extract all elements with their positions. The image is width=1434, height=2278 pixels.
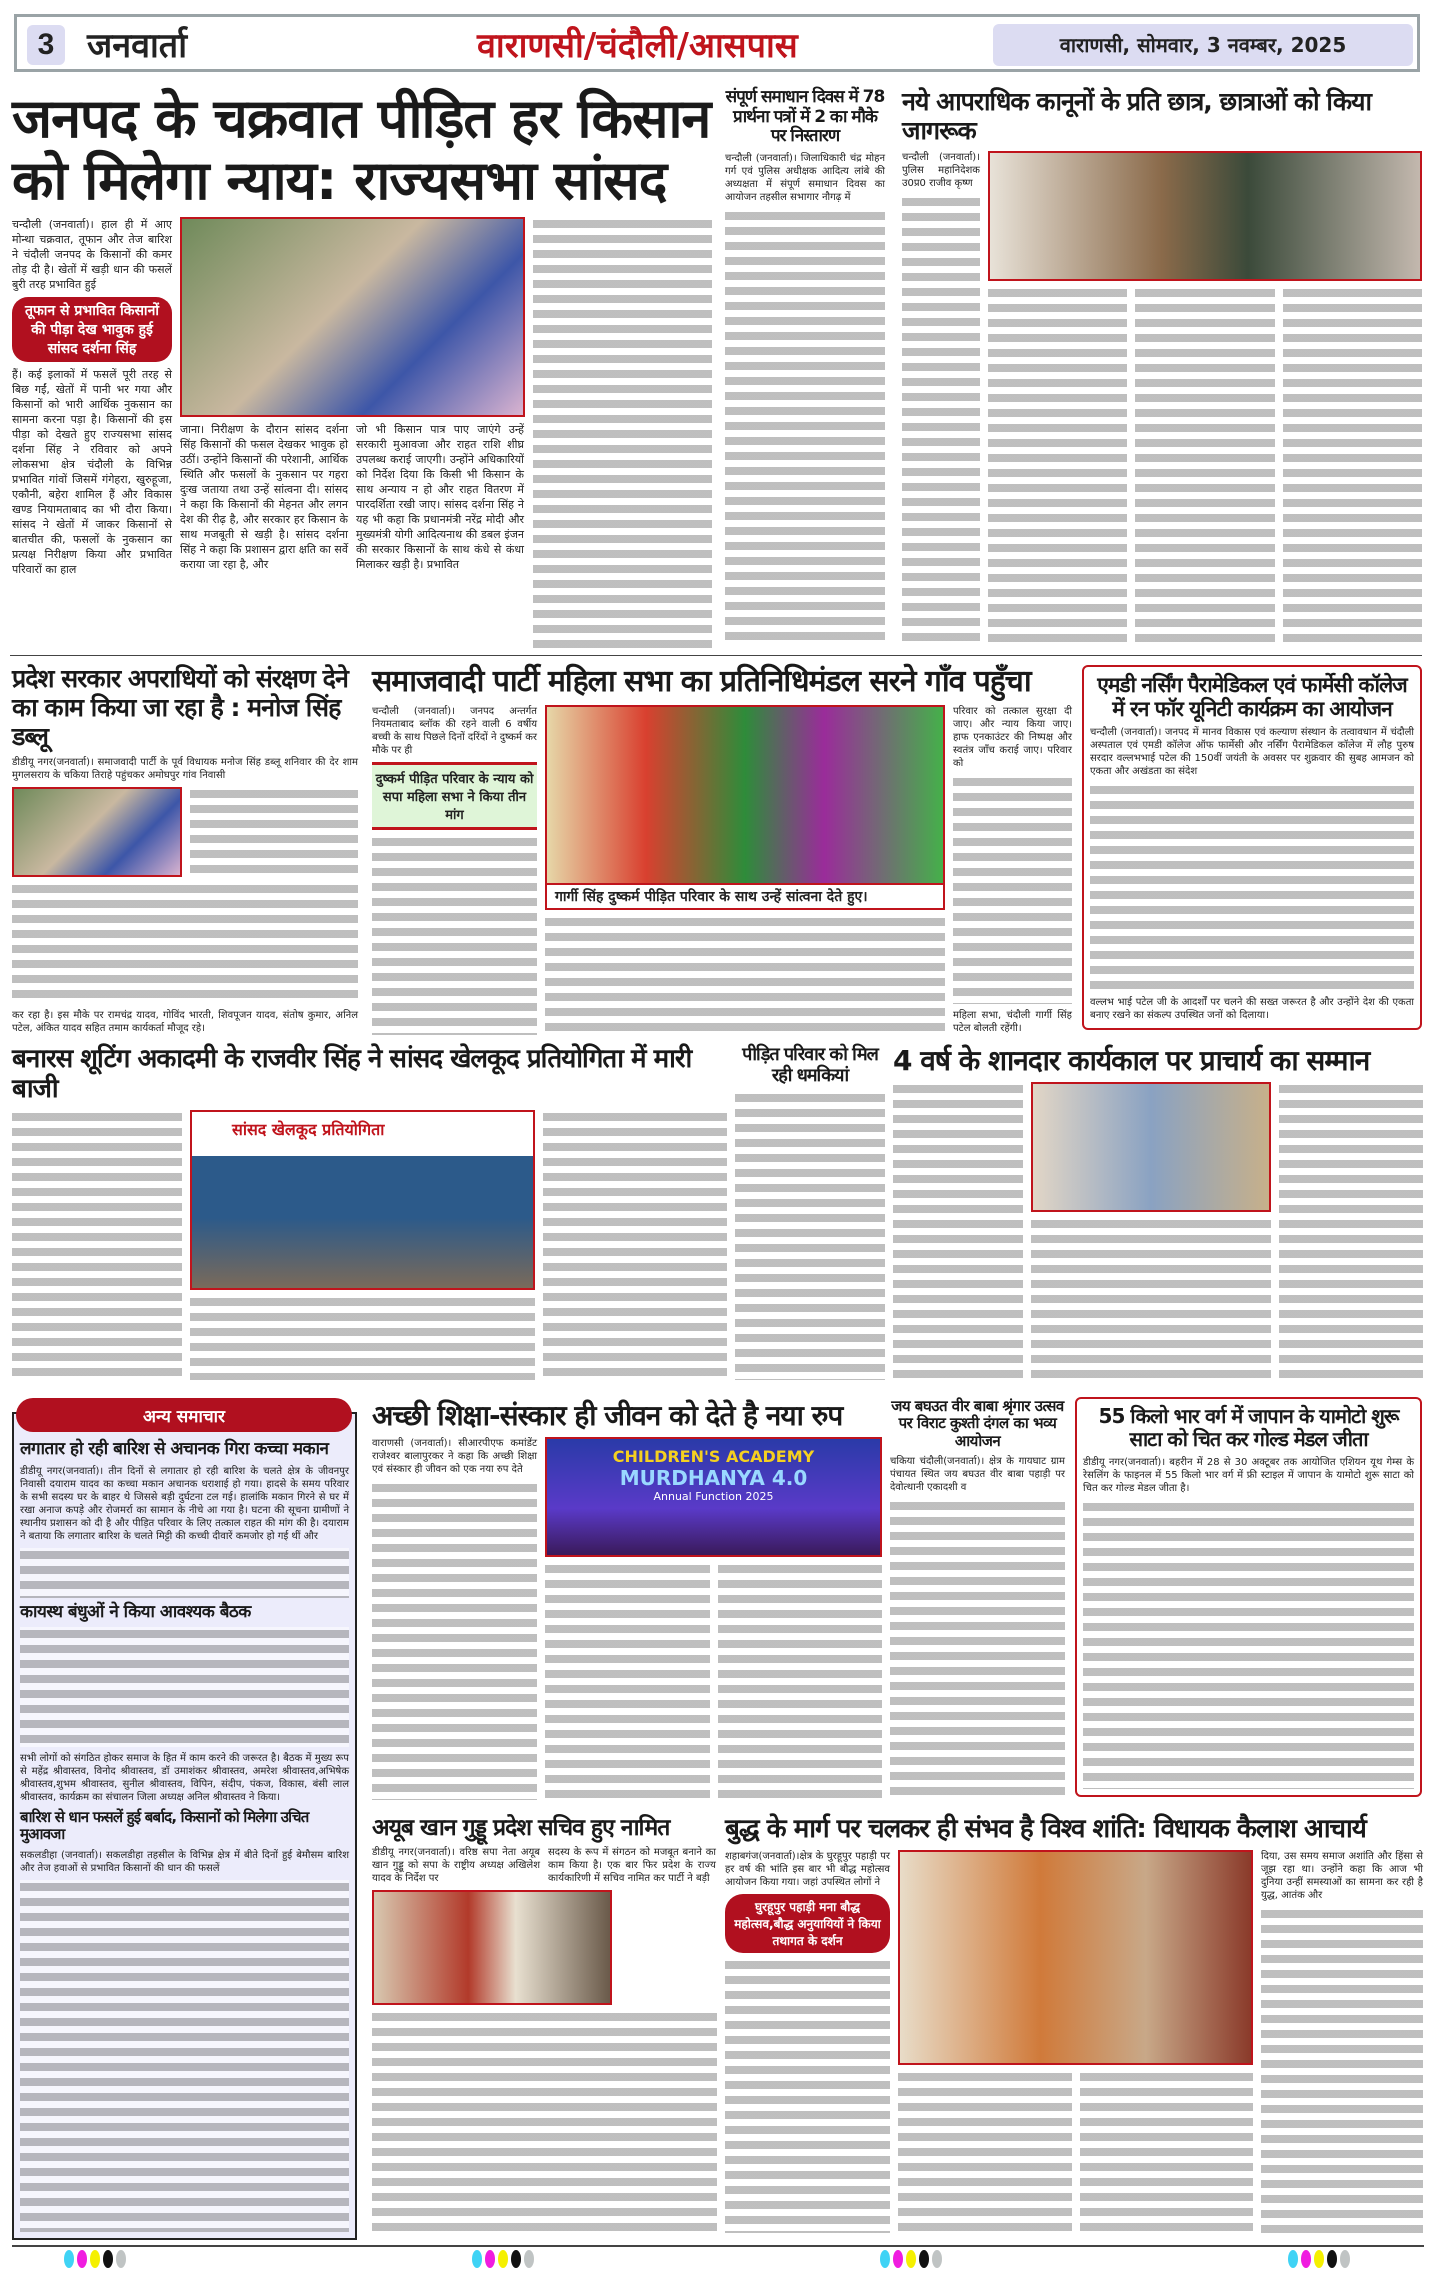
sidebar-item-2-body: सभी लोगों को संगठित होकर समाज के हित में काम करने की जरूरत है। बैठक में मुख्य रूप से महेंद्र श्रीवास्तव, विनोद श्रीवास्तव, डॉ उमाशंकर श्रीवास्तव, अमरेश श्रीवास्तव,अभिषेक श्रीवास्तव,शुभम श्रीवास्तव, सुनील श्रीवास्तव, विपिन, संदीप, पंकज, विकास, बंसी लाल श्रीवास्तव, कार्यक्रम का संचालन जिला अध्यक्ष अनिल श्रीवास्तव ने किया।: [20, 1753, 349, 1804]
story4-headline: प्रदेश सरकार अपराधियों को संरक्षण देने का काम किया जा रहा है : मनोज सिंह डब्लू: [12, 664, 348, 751]
divider: [10, 655, 1422, 656]
story5-body-right: परिवार को तत्काल सुरक्षा दी जाए। और न्याय किया जाए। हाफ एनकाउंटर की निष्पक्ष और स्वतंत्र जाँच कराई जाए। परिवार को: [953, 705, 1072, 769]
story7-body-col2: [190, 1295, 535, 1380]
cyan-mark: [472, 2250, 482, 2268]
story7-body-col1: [12, 1110, 182, 1380]
story3-photo: [988, 151, 1422, 281]
story4-body: डीडीयू नगर(जनवार्ता)। समाजवादी पार्टी के पूर्व विधायक मनोज सिंह डब्लू शनिवार की देर शाम मुगलसराय के चकिया तिराहे पहुंचकर अमोघपुर गांव निवासी: [12, 757, 358, 782]
gray-mark: [1340, 2250, 1350, 2268]
photo-banner-line: CHILDREN'S ACADEMY: [612, 1447, 815, 1467]
story8: [735, 1045, 885, 1380]
story13-headline: अयूब खान गुड्डू प्रदेश सचिव हुए नामित: [372, 1815, 670, 1841]
dateline: वाराणसी, सोमवार, 3 नवम्बर, 2025: [993, 24, 1413, 66]
gray-mark: [932, 2250, 942, 2268]
gray-mark: [524, 2250, 534, 2268]
story5-body-col2: [545, 915, 945, 1036]
story2: [725, 88, 885, 646]
section-title: वाराणसी/चंदौली/आसपास: [477, 26, 798, 66]
story14: [725, 1815, 1423, 2233]
registration-marks: [64, 2250, 129, 2272]
story9-body-col2: [1031, 1217, 1271, 1380]
story10-body-col1: [372, 1481, 537, 1800]
story6-box: [1082, 665, 1422, 1030]
story11: [890, 1398, 1065, 1798]
black-mark: [511, 2250, 521, 2268]
yellow-mark: [498, 2250, 508, 2268]
footer-rule: [12, 2245, 1424, 2247]
story14-headline: बुद्ध के मार्ग पर चलकर ही संभव है विश्व शांति: विधायक कैलाश आचार्य: [725, 1814, 1366, 1844]
story2-body-cont: [725, 209, 885, 646]
story5-body-end: महिला सभा, चंदौली गार्गी सिंह पटेल बोलती रहेंगी।: [953, 1010, 1072, 1034]
story14-highlight: घुरहूपुर पहाड़ी मना बौद्ध महोत्सव,बौद्ध अनुयायियों ने किया तथागत के दर्शन: [725, 1894, 890, 1953]
story7-photo: [190, 1110, 535, 1290]
story10-headline: अच्छी शिक्षा-संस्कार ही जीवन को देते है नया रुप: [372, 1399, 843, 1432]
story13-body-cont: [372, 2010, 717, 2233]
story12-body: डीडीयू नगर(जनवार्ता)। बहरीन में 28 से 30 अक्टूबर तक आयोजित एशियन यूथ गेम्स के रेसलिंग के फाइनल में 55 किलो भार वर्ग में फ्री स्टाइल में जापान के यामोटो शुरू साटा को चित कर गोल्ड मेडल जीता है।: [1083, 1457, 1414, 1494]
story4-body-end: कर रहा है। इस मौके पर रामचंद्र यादव, गोविंद भारती, शिवपूजन यादव, संतोष कुमार, अनिल पटेल, अंकित यादव सहित तमाम कार्यकर्ता मौजूद रहे।: [12, 1010, 358, 1034]
story2-body: चन्दौली (जनवार्ता)। जिलाधिकारी चंद्र मोहन गर्ग एवं पुलिस अधीक्षक आदित्य लांबे की अध्यक्षता में संपूर्ण समाधान दिवस का आयोजन तहसील सभागार नौगढ़ में: [725, 152, 885, 203]
lead-story: [12, 88, 712, 648]
sidebar-item-3-cont: [20, 1880, 349, 2232]
story13-photo: [372, 1890, 612, 2005]
black-mark: [103, 2250, 113, 2268]
story2-headline: संपूर्ण समाधान दिवस में 78 प्रार्थना पत्रों में 2 का मौके पर निस्तारण: [725, 87, 885, 147]
story5-body-col1: [372, 835, 537, 1036]
story12-body-cont: [1083, 1500, 1414, 1789]
story7-body-col3: [543, 1110, 727, 1380]
gray-mark: [116, 2250, 126, 2268]
story5-subhead: दुष्कर्म पीड़ित परिवार के न्याय को सपा महिला सभा ने किया तीन मांग: [372, 762, 537, 830]
other-news-sidebar: [12, 1412, 357, 2240]
registration-marks: [880, 2250, 945, 2272]
story3-body-col1: [902, 195, 980, 647]
story11-body-cont: [890, 1499, 1065, 1798]
yellow-mark: [906, 2250, 916, 2268]
story5-body-col4: [953, 775, 1072, 1005]
lead-highlight: तूफान से प्रभावित किसानों की पीड़ा देख भावुक हुई सांसद दर्शना सिंह: [12, 297, 172, 362]
story14-body-col4: [1261, 1907, 1423, 2233]
lead-body-5: [533, 217, 712, 648]
sidebar-item-2-headline: कायस्थ बंधुओं ने किया आवश्यक बैठक: [20, 1601, 251, 1622]
story11-headline: जय बघउत वीर बाबा श्रृंगार उत्सव पर विराट कुश्ती दंगल का भव्य आयोजन: [891, 1397, 1064, 1450]
story3-body-col2: [988, 286, 1127, 647]
story3-headline: नये आपराधिक कानूनों के प्रति छात्र, छात्राओं को किया जागरूक: [902, 87, 1372, 145]
story13: [372, 1815, 717, 2233]
story4-body-cont: [190, 787, 358, 877]
story10-body-col2: [545, 1562, 710, 1800]
story5-photo: [545, 705, 945, 885]
photo-banner-line: Annual Function 2025: [653, 1490, 774, 1504]
story14-body-col1: [725, 1958, 890, 2233]
story13-body-2: सदस्य के रूप में संगठन को मजबूत बनाने का काम किया है। एक बार फिर प्रदेश के राज्य कार्यकारिणी में सचिव नामित कर पार्टी ने बड़ी: [548, 1847, 716, 1885]
story6-body-cont: [1090, 783, 1414, 991]
sidebar-item-3-body: सकलडीहा (जनवार्ता)। सकलडीहा तहसील के विभिन्न क्षेत्र में बीते दिनों हुई बेमौसम बारिश और तेज हवाओं से प्रभावित किसानों की धान की फसलें: [20, 1849, 349, 1874]
story14-body-right: दिया, उस समय समाज अशांति और हिंसा से जूझ रहा था। उन्होंने कहा कि आज भी दुनिया उन्हीं समस्याओं का सामना कर रही है युद्ध, आतंक और: [1261, 1850, 1423, 1901]
magenta-mark: [77, 2250, 87, 2268]
sidebar-title: अन्य समाचार: [16, 1398, 352, 1432]
lead-body-2: हैं। कई इलाकों में फसलें पूरी तरह से बिछ गईं, खेतों में पानी भर गया और किसानों को भारी आर्थिक नुकसान का सामना करना पड़ा है। किसानों की इस पीड़ा को देखते हुए राज्यसभा सांसद दर्शना सिंह ने रविवार को अपने लोकसभा क्षेत्र चंदौली के विभिन्न प्रभावित गांवों जिसमें गंगेहरा, खुरुहूजा, एकौनी, बहेरा शामिल हैं और विकास खण्ड नियामताबाद का भी दौरा किया। सांसद ने खेतों में जाकर किसानों से बातचीत की, फसलों के नुकसान का प्रत्यक्ष निरीक्षण किया और प्रभावित परिवारों का हाल: [12, 368, 172, 577]
story11-body: चकिया चंदौली(जनवार्ता)। क्षेत्र के गायघाट ग्राम पंचायत स्थित जय बघउत वीर बाबा पहाड़ी पर देवोत्थानी एकादशी व: [890, 1455, 1065, 1493]
story9: [893, 1045, 1423, 1380]
registration-marks: [1288, 2250, 1353, 2272]
yellow-mark: [90, 2250, 100, 2268]
story6-headline: एमडी नर्सिंग पैरामेडिकल एवं फार्मेसी कॉलेज में रन फॉर यूनिटी कार्यक्रम का आयोजन: [1097, 673, 1407, 722]
story10-body-col3: [718, 1562, 883, 1800]
masthead: [14, 14, 1420, 72]
story14-photo: [898, 1850, 1253, 2065]
story10: [372, 1400, 882, 1800]
lead-body-3: जाना। निरीक्षण के दौरान सांसद दर्शना सिंह किसानों की फसल देखकर भावुक हो उठीं। उन्होंने किसानों की परेशानी, आर्थिक स्थिति और फसलों के नुकसान पर गहरा दुःख जताया तथा उन्हें सांत्वना दी। सांसद ने कहा कि किसानों की मेहनत और लगन देश की रीढ़ है, और सरकार हर किसान के साथ मजबूती से खड़ी है। सांसद दर्शना सिंह ने कहा कि प्रशासन द्वारा क्षति का सर्वे कराया जा रहा है, और: [180, 423, 348, 572]
sidebar-item-1-headline: लगातार हो रही बारिश से अचानक गिरा कच्चा मकान: [20, 1439, 329, 1459]
story4-body-cont2: [12, 882, 358, 1004]
story8-headline: पीड़ित परिवार को मिल रही धमकियां: [742, 1044, 878, 1086]
cyan-mark: [64, 2250, 74, 2268]
story9-headline: 4 वर्ष के शानदार कार्यकाल पर प्राचार्य का सम्मान: [893, 1044, 1370, 1077]
story4: [12, 665, 358, 1035]
story8-body: [735, 1091, 885, 1380]
lead-body-4: जो भी किसान पात्र पाए जाएंगे उन्हें सरकारी मुआवजा और राहत राशि शीघ्र उपलब्ध कराई जाएगी। उन्होंने अधिकारियों को निर्देश दिया कि किसी भी किसान के साथ अन्याय न हो और राहत वितरण में पारदर्शिता रखी जाए। सांसद दर्शना सिंह ने यह भी कहा कि प्रधानमंत्री नरेंद्र मोदी और मुख्यमंत्री योगी आदित्यनाथ की डबल इंजन की सरकार किसानों के साथ कंधे से कंधा मिलाकर खड़ी है। प्रभावित: [356, 423, 524, 572]
cyan-mark: [880, 2250, 890, 2268]
story5: [372, 665, 1072, 1035]
page-number: 3: [27, 25, 65, 65]
cyan-mark: [1288, 2250, 1298, 2268]
black-mark: [1327, 2250, 1337, 2268]
sidebar-item-3-headline: बारिश से धान फसलें हुई बर्बाद, किसानों को मिलेगा उचित मुआवजा: [20, 1808, 309, 1844]
story5-body: चन्दौली (जनवार्ता)। जनपद अन्तर्गत नियमताबाद ब्लॉक की रहने वाली 6 वर्षीय बच्ची के साथ पिछले दिनों दरिंदों ने दुष्कर्म कर मौके पर ही: [372, 705, 537, 756]
paper-name: जनवार्ता: [87, 26, 187, 66]
story9-photo: [1031, 1082, 1271, 1212]
lead-body-1: चन्दौली (जनवार्ता)। हाल ही में आए मोन्था चक्रवात, तूफान और तेज बारिश ने चंदौली जनपद के किसानों की कमर तोड़ दी है। खेतों में खड़ी धान की फसलें बुरी तरह प्रभावित हुई: [12, 218, 172, 292]
story10-photo: [545, 1437, 882, 1557]
story14-body-col2: [898, 2070, 1072, 2233]
registration-marks: [472, 2250, 537, 2272]
sidebar-item-1-body: डीडीयू नगर(जनवार्ता)। तीन दिनों से लगातार हो रही बारिश के चलते क्षेत्र के जीवनपुर निवासी दयाराम यादव का कच्चा मकान अचानक धराशाई हो गया। हादसे के समय परिवार के सभी सदस्य घर के बाहर थे जिससे बड़ी दुर्घटना टल गई। हालांकि मकान गिरने से घर में रखा अनाज कपड़े और रोजमर्रा का सामान के नीचे आ गया है। घटना की सूचना ग्रामीणों ने स्थानीय प्रशासन को दी है और पीड़ित परिवार के लिए तत्काल राहत की मांग की है। दयाराम ने बताया कि लगातार बारिश के चलते मिट्टी की कच्ची दीवारें कमजोर हो गई थीं और: [20, 1465, 349, 1542]
story9-body-col3: [1279, 1082, 1423, 1380]
story3-body: चन्दौली (जनवार्ता)। पुलिस महानिदेशक उ0प्र0 राजीव कृष्ण: [902, 151, 980, 189]
story7-banner: सांसद खेलकूद प्रतियोगिता: [232, 1119, 385, 1139]
lead-headline: जनपद के चक्रवात पीड़ित हर किसान को मिलेगा न्याय: राज्यसभा सांसद: [12, 87, 711, 213]
magenta-mark: [485, 2250, 495, 2268]
story3-body-col4: [1283, 286, 1422, 647]
story12-box: [1075, 1397, 1422, 1797]
magenta-mark: [893, 2250, 903, 2268]
yellow-mark: [1314, 2250, 1324, 2268]
story3-body-col3: [1135, 286, 1274, 647]
story14-body: शहाबगंज(जनवार्ता)।क्षेत्र के घुरहूपुर पहाड़ी पर हर वर्ष की भांति इस बार भी बौद्ध महोत्सव आयोजन किया गया। जहां उपस्थित लोगों ने: [725, 1850, 890, 1888]
story5-headline: समाजवादी पार्टी महिला सभा का प्रतिनिधिमंडल सरने गाँव पहुँचा: [372, 664, 1031, 699]
story6-body-end: वल्लभ भाई पटेल जी के आदर्शों पर चलने की सख्त जरूरत है और उन्होंने देश की एकता बनाए रखने का संकल्प उपस्थित जनों को दिलाया।: [1090, 997, 1414, 1021]
story5-caption: गार्गी सिंह दुष्कर्म पीड़ित परिवार के साथ उन्हें सांत्वना देते हुए।: [545, 885, 945, 910]
story3: [902, 88, 1422, 646]
sidebar-item-1-cont: [20, 1548, 349, 1598]
magenta-mark: [1301, 2250, 1311, 2268]
story10-body: वाराणसी (जनवार्ता)। सीआरपीएफ कमांडेंट राजेश्वर बालापुरकर ने कहा कि अच्छी शिक्षा एवं संस्कार ही जीवन को एक नया रुप देते: [372, 1438, 537, 1476]
photo-banner-line: MURDHANYA 4.0: [619, 1466, 808, 1491]
story6-body: चन्दौली (जनवार्ता)। जनपद में मानव विकास एवं कल्याण संस्थान के तत्वावधान में चंदौली अस्पताल एवं एमडी कॉलेज ऑफ फार्मेसी और नर्सिंग पैरामेडिकल कॉलेज में लौह पुरुष सरदार वल्लभभाई पटेल की 150वीं जयंती के अवसर पर शुक्रवार की सुबह आमजन को एकता और अखंडता का संदेश: [1090, 727, 1414, 778]
story13-body: डीडीयू नगर(जनवार्ता)। वरिष्ठ सपा नेता अयूब खान गुड्डू को सपा के राष्ट्रीय अध्यक्ष अखिलेश यादव के निर्देश पर: [372, 1847, 540, 1885]
story7: [12, 1045, 727, 1380]
story7-headline: बनारस शूटिंग अकादमी के राजवीर सिंह ने सांसद खेलकूद प्रतियोगिता में मारी बाजी: [12, 1044, 692, 1104]
story14-body-col3: [1080, 2070, 1254, 2233]
story9-body-col1: [893, 1082, 1023, 1380]
lead-photo: [180, 217, 525, 417]
black-mark: [919, 2250, 929, 2268]
sidebar-item-2-cont: [20, 1627, 349, 1747]
story4-photo: [12, 787, 182, 877]
story12-headline: 55 किलो भार वर्ग में जापान के यामोटो शुरू साटा को चित कर गोल्ड मेडल जीता: [1098, 1404, 1399, 1451]
